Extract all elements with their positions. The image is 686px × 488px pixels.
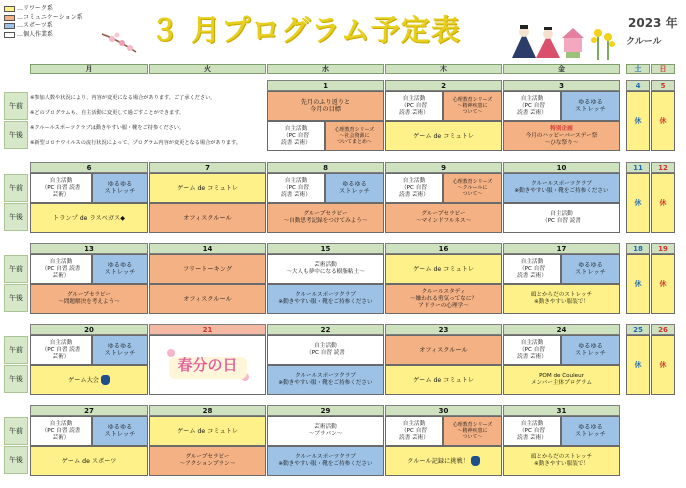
program-cell: ゆるゆる ストレッチ	[92, 335, 148, 365]
program-cell	[30, 254, 92, 284]
date-number: 21	[149, 324, 266, 335]
legend	[4, 5, 83, 39]
program-sub: 読書 芸術）	[399, 434, 429, 441]
program-sub: 今月のハッピーバースデー祭 ～ひな祭り～	[525, 132, 598, 146]
date-number: 22	[267, 324, 384, 335]
program-cell: 心理教育シリーズ ～精神疾患に ついて～	[443, 91, 502, 121]
program-title: 自主活動	[520, 258, 544, 265]
date-number: 10	[503, 162, 620, 173]
program-cell	[385, 91, 443, 121]
program-sub: （PC 自習 読書	[542, 218, 581, 224]
date-number: 4	[626, 80, 650, 91]
program-sub: （PC 自習	[519, 346, 545, 353]
holiday-cell: 休	[651, 254, 675, 314]
program-cell: グループセラピー ～アクションプラン～	[149, 446, 266, 476]
row-label-am: 午前	[4, 336, 28, 364]
row-label-pm: 午後	[4, 365, 28, 393]
program-sub: （PC 自習	[401, 427, 427, 434]
legend-label: …スポーツ系	[17, 22, 53, 30]
program-sub: 読書 芸術）	[281, 139, 311, 146]
program-cell: ゆるゆる ストレッチ	[561, 416, 620, 446]
program-sub: 読書 芸術）	[399, 191, 429, 198]
header-thu: 木	[385, 64, 502, 74]
program-cell: 頭とからだのストレッチ ※動きやすい服装で！	[503, 284, 620, 314]
program-sub: 読書 芸術）	[399, 109, 429, 116]
program-sub: （PC 自習 読書	[41, 427, 81, 434]
program-cell: 頭とからだのストレッチ ※動きやすい服装で！	[503, 446, 620, 476]
date-number: 25	[626, 324, 650, 335]
date-number: 15	[267, 243, 384, 254]
program-cell: クルールスタディ ～嫌われる勇気ってなに？ アドラーの心理学～	[385, 284, 502, 314]
program-cell: 芸術活動 ～大人も夢中になる樹脂粘土～	[267, 254, 384, 284]
program-cell	[503, 254, 561, 284]
program-cell	[30, 365, 148, 395]
header-sat: 土	[626, 64, 650, 74]
date-number: 14	[149, 243, 266, 254]
money-bag-icon	[101, 375, 110, 385]
holiday-cell: 休	[626, 254, 650, 314]
program-sub: 芸術）	[52, 191, 70, 198]
row-label-pm: 午後	[4, 203, 28, 231]
cherry-blossom-icon	[100, 30, 140, 56]
date-number: 18	[626, 243, 650, 254]
program-cell: トランプ de ラスベガス◆	[30, 203, 148, 233]
legend-swatch	[4, 23, 15, 29]
program-cell: ゲーム de コミュトレ	[385, 365, 502, 395]
program-cell: オフィスクルール	[385, 335, 502, 365]
date-number: 2	[385, 80, 502, 91]
facility-name: クルール	[626, 37, 662, 47]
program-cell: オフィスクルール	[149, 284, 266, 314]
date-number: 9	[385, 162, 502, 173]
row-label-am: 午前	[4, 92, 28, 120]
program-title: 自主活動	[550, 211, 573, 217]
holiday-cell	[149, 335, 266, 395]
holiday-cell: 休	[651, 173, 675, 233]
program-title: 自主活動	[49, 420, 73, 427]
note-line: ※どのプログラムも、自主活動に変更して過ごすことができます。	[30, 110, 185, 116]
nanohana-flower-icon	[588, 26, 618, 62]
program-sub: （PC 自習 読書	[306, 350, 345, 356]
program-cell: クルールスポーツクラブ ※動きやすい服・靴をご持参ください	[267, 446, 384, 476]
note-line: ※新型コロナウイルスの流行状況によって、プログラム内容が変更となる場合があります。	[30, 140, 241, 146]
program-cell: クルールスポーツクラブ ※動きやすい服・靴をご持参ください	[503, 173, 620, 203]
program-cell: ゲーム de コミュトレ	[149, 416, 266, 446]
program-title: 自主活動	[402, 95, 426, 102]
header-mon: 月	[30, 64, 148, 74]
program-cell: ゲーム de コミュトレ	[385, 121, 502, 151]
program-cell: ゆるゆる ストレッチ	[325, 173, 384, 203]
holiday-cell: 休	[651, 91, 675, 151]
hina-dolls-icon	[506, 22, 586, 60]
holiday-cell: 休	[626, 91, 650, 151]
program-cell: ゆるゆる ストレッチ	[561, 91, 620, 121]
program-sub: （PC 自習 読書	[41, 265, 81, 272]
legend-label: …コミュニケーション系	[17, 13, 83, 21]
program-cell	[385, 173, 443, 203]
legend-swatch	[4, 6, 15, 12]
row-label-am: 午前	[4, 255, 28, 283]
date-number: 30	[385, 405, 502, 416]
program-cell: ゆるゆる ストレッチ	[561, 254, 620, 284]
program-sub: 芸術）	[52, 353, 70, 360]
date-number: 28	[149, 405, 266, 416]
program-sub: 読書 芸術）	[517, 353, 547, 360]
date-number: 31	[503, 405, 620, 416]
date-number: 26	[651, 324, 675, 335]
program-cell	[30, 335, 92, 365]
program-cell	[503, 121, 620, 151]
program-cell: POM de Couleur メンバー主体プログラム	[503, 365, 620, 395]
program-sub: 芸術）	[52, 434, 70, 441]
program-sub: （PC 自習	[401, 184, 427, 191]
program-sub: （PC 自習	[283, 132, 309, 139]
program-cell	[385, 446, 502, 476]
date-number: 29	[267, 405, 384, 416]
program-cell: グループセラピー ～問題解決を考えよう～	[30, 284, 148, 314]
date-number: 6	[30, 162, 148, 173]
program-cell: 先月のふり返りと 今月の目標	[267, 91, 384, 121]
row-label-am: 午前	[4, 417, 28, 445]
header-sun: 日	[651, 64, 675, 74]
program-title: 自主活動	[314, 343, 337, 349]
year-label: 2023 年	[628, 16, 678, 30]
date-number: 16	[385, 243, 502, 254]
program-sub: （PC 自習 読書	[41, 346, 81, 353]
program-sub: （PC 自習	[519, 427, 545, 434]
program-title: 自主活動	[520, 420, 544, 427]
date-number: 27	[30, 405, 148, 416]
program-cell	[267, 173, 325, 203]
legend-label: …個人作業系	[17, 30, 54, 38]
program-sub: （PC 自習	[519, 265, 545, 272]
program-cell: オフィスクルール	[149, 203, 266, 233]
program-title: 自主活動	[49, 258, 73, 265]
program-title: 自主活動	[49, 339, 73, 346]
program-title: 自主活動	[520, 95, 544, 102]
program-cell: フリートーキング	[149, 254, 266, 284]
row-label-am: 午前	[4, 174, 28, 202]
program-title: 自主活動	[284, 177, 308, 184]
program-cell: ゆるゆる ストレッチ	[561, 335, 620, 365]
legend-label: …リワーク系	[17, 5, 54, 12]
program-cell	[503, 91, 561, 121]
program-cell	[503, 416, 561, 446]
program-sub: 芸術）	[52, 272, 70, 279]
row-label-pm: 午後	[4, 446, 28, 474]
program-cell: 芸術活動 ～ブラバン～	[267, 416, 384, 446]
header-tue: 火	[149, 64, 266, 74]
date-number: 17	[503, 243, 620, 254]
program-title: クルール記録に挑戦！	[407, 457, 469, 465]
program-title: ゲーム大会	[68, 376, 99, 384]
program-cell: ゆるゆる ストレッチ	[92, 416, 148, 446]
header-wed: 水	[267, 64, 384, 74]
program-cell: クルールスポーツクラブ ※動きやすい服・靴をご持参ください	[267, 284, 384, 314]
date-number: 1	[267, 80, 384, 91]
notes	[30, 91, 265, 151]
program-cell: ゲーム de コミュトレ	[385, 254, 502, 284]
program-cell: グループセラピー ～マインドフルネス～	[385, 203, 502, 233]
program-sub: （PC 自習	[283, 184, 309, 191]
program-cell	[503, 335, 561, 365]
program-cell: ゲーム de スポーツ	[30, 446, 148, 476]
program-title: 特別企画	[550, 125, 573, 132]
holiday-cell: 休	[651, 335, 675, 395]
program-cell: ゆるゆる ストレッチ	[92, 254, 148, 284]
date-number: 23	[385, 324, 502, 335]
program-cell: 心理教育シリーズ ～精神疾患に ついて～	[443, 416, 502, 446]
money-bag-icon	[471, 456, 480, 466]
program-title: 自主活動	[49, 177, 73, 184]
program-sub: （PC 自習 読書	[41, 184, 81, 191]
holiday-cell: 休	[626, 173, 650, 233]
date-number: 3	[503, 80, 620, 91]
program-cell: 心理教育シリーズ ～社会資源に ついてまとめ～	[325, 121, 384, 151]
date-number: 7	[149, 162, 266, 173]
program-sub: 読書 芸術）	[281, 191, 311, 198]
program-cell: グループセラピー ～自動思考記録をつけてみよう～	[267, 203, 384, 233]
legend-swatch	[4, 15, 15, 21]
date-number: 8	[267, 162, 384, 173]
date-number: 13	[30, 243, 148, 254]
program-cell	[30, 416, 92, 446]
program-sub: （PC 自習	[401, 102, 427, 109]
program-cell: 心理教育シリーズ ～クルールに ついて～	[443, 173, 502, 203]
program-cell: ゲーム de コミュトレ	[149, 173, 266, 203]
program-sub: 読書 芸術）	[517, 434, 547, 441]
program-title: 自主活動	[402, 420, 426, 427]
program-cell	[267, 121, 325, 151]
date-number: 19	[651, 243, 675, 254]
date-number: 20	[30, 324, 148, 335]
note-line: ※クルールスポーツクラブは動きやすい服・靴をご持参ください。	[30, 125, 185, 131]
program-cell: ゆるゆる ストレッチ	[92, 173, 148, 203]
program-cell: クルールスポーツクラブ ※動きやすい服・靴をご持参ください	[267, 365, 384, 395]
date-number: 24	[503, 324, 620, 335]
program-title: 自主活動	[402, 177, 426, 184]
program-sub: （PC 自習	[519, 102, 545, 109]
header-fri: 金	[503, 64, 620, 74]
program-cell	[30, 173, 92, 203]
row-label-pm: 午後	[4, 121, 28, 149]
holiday-cell: 休	[626, 335, 650, 395]
note-line: ※参加人数や状況により、内容が変更になる場合があります。ご了承ください。	[30, 95, 216, 101]
row-label-pm: 午後	[4, 284, 28, 312]
program-cell	[267, 335, 384, 365]
program-title: 自主活動	[284, 125, 308, 132]
date-number: 11	[626, 162, 650, 173]
date-number: 12	[651, 162, 675, 173]
program-cell	[385, 416, 443, 446]
program-sub: 読書 芸術）	[517, 109, 547, 116]
legend-swatch	[4, 32, 15, 38]
page-title: ３ 月プログラム予定表	[150, 13, 461, 47]
holiday-name: 春分の日	[177, 355, 238, 374]
program-cell	[503, 203, 620, 233]
date-number: 5	[651, 80, 675, 91]
program-sub: 読書 芸術）	[517, 272, 547, 279]
program-title: 自主活動	[520, 339, 544, 346]
